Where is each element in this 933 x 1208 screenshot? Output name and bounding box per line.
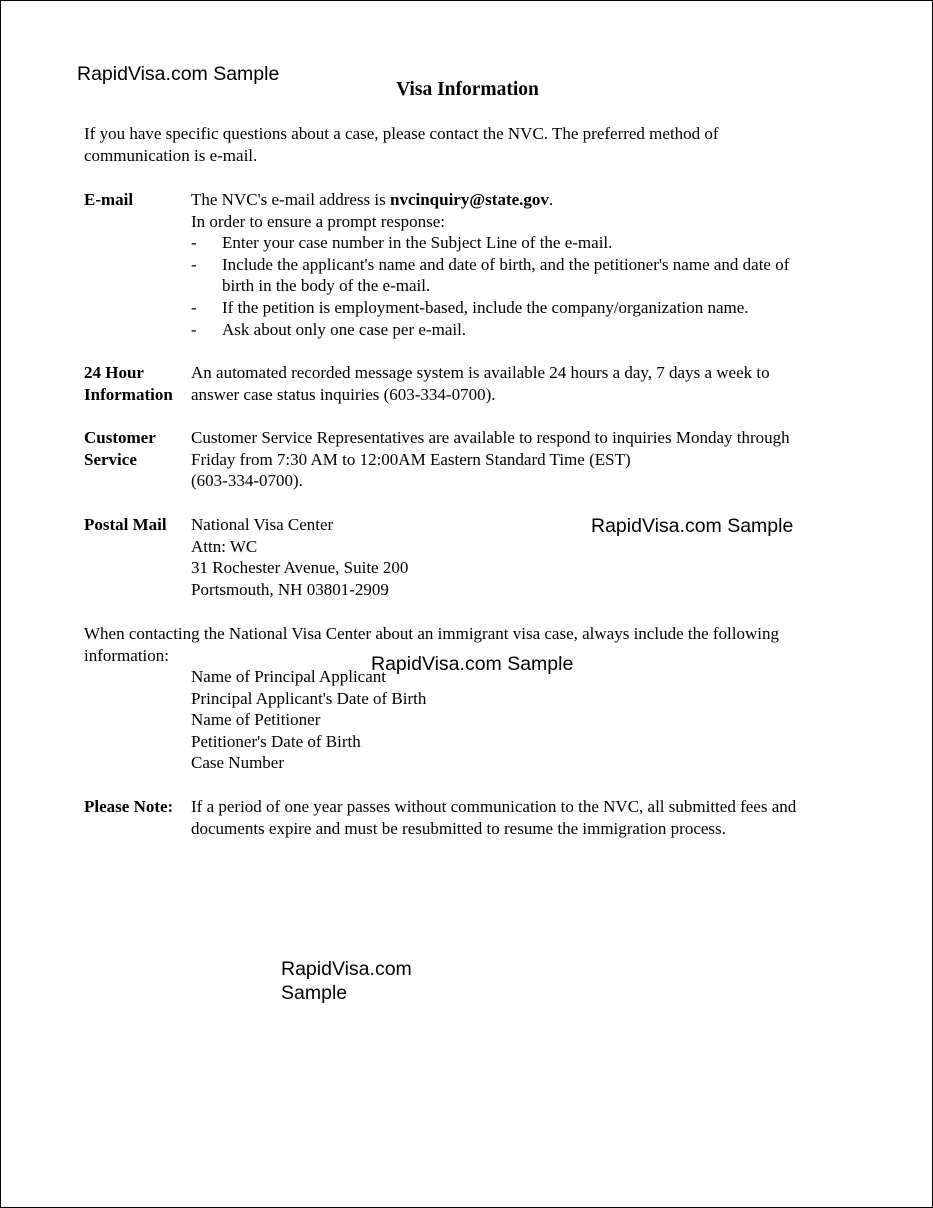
info24-content [191,362,851,405]
customer-service-label-line: Customer [84,428,156,447]
note-line: If a period of one year passes without communication to the NVC, all submitted fees and [191,797,797,816]
list-item [191,232,851,254]
intro-paragraph [84,123,854,166]
dash-bullet: - [191,297,197,317]
info24-label-line: Information [84,384,173,404]
customer-service-label [84,427,190,470]
customer-service-line: Customer Service Representatives are available to respond to inquiries Monday through [191,428,790,447]
address-line: National Visa Center [191,515,334,534]
email-label: E-mail [84,190,134,209]
list-item [191,297,851,319]
info24-label [84,362,190,405]
address-line: 31 Rochester Avenue, Suite 200 [191,558,409,578]
email-suffix: . [548,190,554,209]
list-item-text: If the petition is employment-based, include the company/organization name. [222,297,749,317]
email-lead: In order to ensure a prompt response: [191,211,445,231]
info24-line: answer case status inquiries (603-334-0700). [191,384,496,404]
email-prefix: The NVC's e-mail address is [191,190,390,209]
list-item-text: Ask about only one case per e-mail. [222,319,467,339]
list-item [191,319,851,341]
dash-bullet: - [191,254,197,274]
email-address-line [191,189,851,211]
dash-bullet: - [191,319,197,339]
watermark: RapidVisa.com Sample [591,515,794,537]
list-item-text-continued: birth in the body of the e-mail. [222,276,431,296]
customer-service-content [191,427,851,492]
intro-line: communication is e-mail. [84,145,258,165]
info24-label-line: 24 Hour [84,363,144,382]
please-note-content [191,796,851,839]
list-item: Name of Principal Applicant [191,667,386,686]
list-item [191,254,851,297]
watermark: RapidVisa.com Sample [371,653,574,675]
watermark [281,957,412,1005]
watermark: RapidVisa.com Sample [77,63,280,85]
email-tips-list [191,232,851,340]
list-item-text: Enter your case number in the Subject Line of the e-mail. [222,233,613,253]
note-line: documents expire and must be resubmitted to resume the immigration process. [191,818,726,838]
intro-line: If you have specific questions about a case, please contact the NVC. The preferred method of [84,124,719,143]
info24-line: An automated recorded message system is available 24 hours a day, 7 days a week to [191,363,770,382]
email-address-link[interactable]: nvcinquiry@state.gov [390,190,549,209]
dash-bullet: - [191,233,197,253]
list-item: Principal Applicant's Date of Birth [191,688,427,708]
customer-service-line: (603-334-0700). [191,471,303,491]
customer-service-label-line: Service [84,449,137,469]
postal-mail-label: Postal Mail [84,515,167,534]
address-line: Portsmouth, NH 03801-2909 [191,579,389,599]
list-item: Petitioner's Date of Birth [191,731,361,751]
list-item: Name of Petitioner [191,710,321,730]
email-content [191,189,851,340]
list-item-text: Include the applicant's name and date of birth, and the petitioner's name and date of [222,254,790,274]
customer-service-line: Friday from 7:30 AM to 12:00AM Eastern Standard Time (EST) [191,449,631,469]
page-title: Visa Information [396,79,539,100]
watermark-line: RapidVisa.com [281,958,412,980]
contact-line: information: [84,645,169,665]
watermark-line: Sample [281,982,348,1004]
required-info-list [191,666,591,774]
please-note-label: Please Note: [84,797,174,816]
list-item: Case Number [191,753,285,773]
contact-line: When contacting the National Visa Center about an immigrant visa case, always include the following [84,624,779,643]
address-line: Attn: WC [191,536,258,556]
